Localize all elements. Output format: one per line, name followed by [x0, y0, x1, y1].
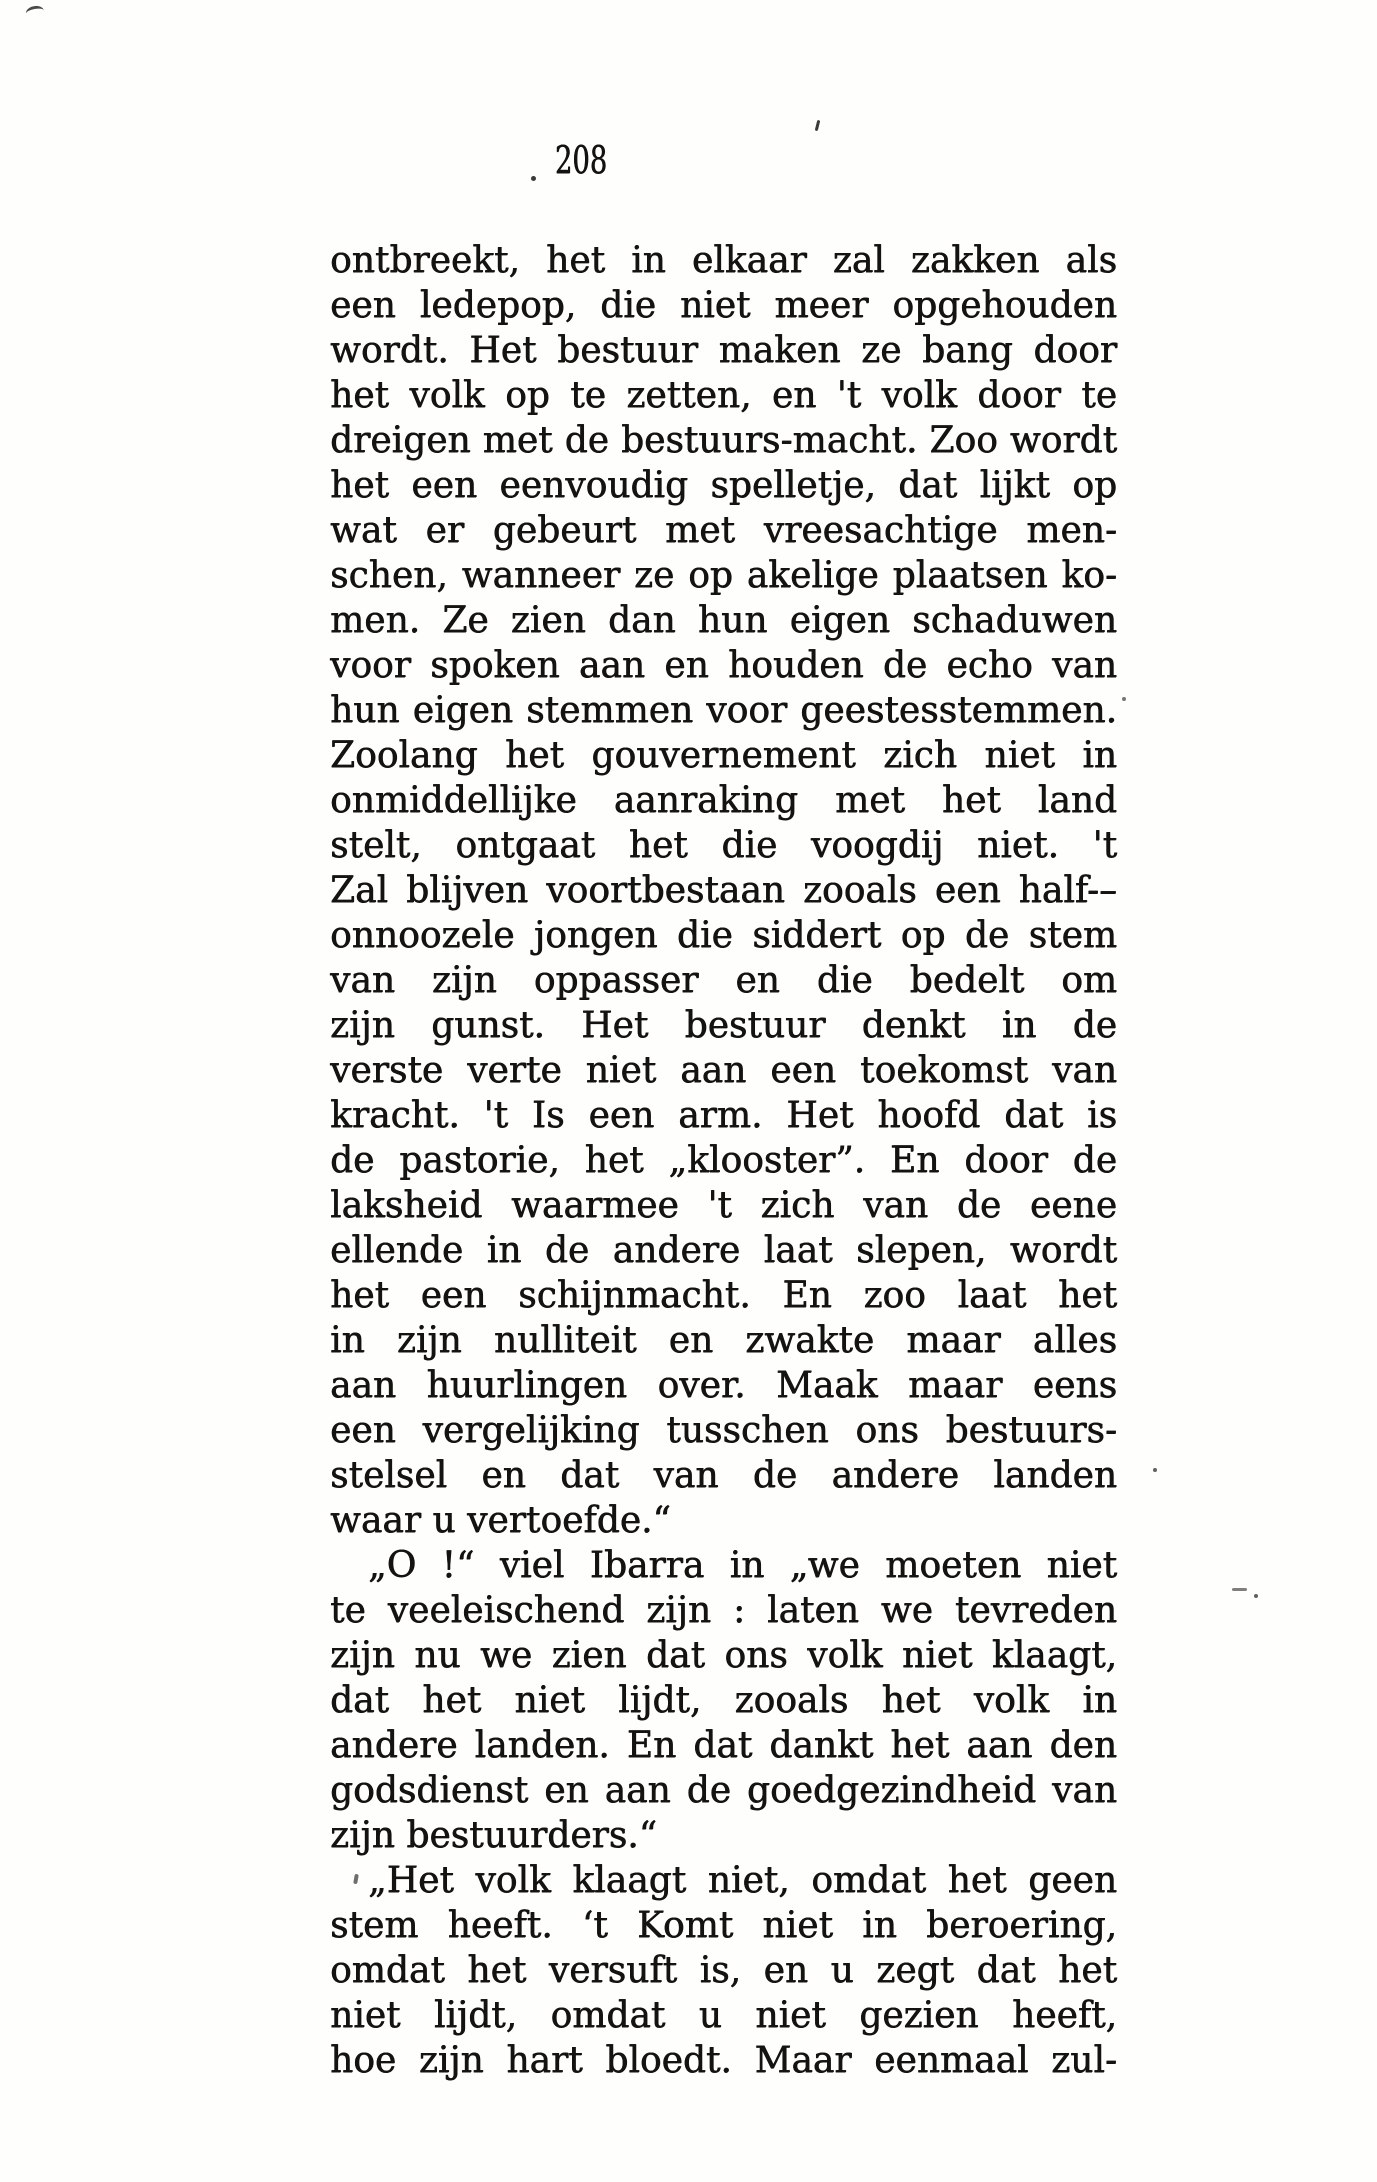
text-line: Zoolang het gouvernement zich niet in	[330, 735, 1117, 776]
text-line: dat het niet lijdt, zooals het volk in	[330, 1680, 1117, 1721]
text-line: dreigen met de bestuurs-macht. Zoo wordt	[330, 420, 1117, 461]
text-line: onmiddellijke aanraking met het land	[330, 780, 1117, 821]
text-line: stelsel en dat van de andere landen	[330, 1455, 1117, 1496]
text-line: ontbreekt, het in elkaar zal zakken als	[330, 240, 1117, 281]
text-line: „O !“ viel Ibarra in „we moeten niet	[368, 1545, 1117, 1586]
text-line: wat er gebeurt met vreesachtige men-	[330, 510, 1117, 551]
text-line: zijn bestuurders.“	[330, 1815, 658, 1856]
text-line: de pastorie, het „klooster”. En door de	[330, 1140, 1117, 1181]
text-line: godsdienst en aan de goedgezindheid van	[330, 1770, 1117, 1811]
text-line: aan huurlingen over. Maak maar eens	[330, 1365, 1117, 1406]
text-line: het volk op te zetten, en 't volk door te	[330, 375, 1117, 416]
text-line: ellende in de andere laat slepen, wordt	[330, 1230, 1117, 1271]
text-line: in zijn nulliteit en zwakte maar alles	[330, 1320, 1117, 1361]
ink-speck	[1122, 697, 1126, 701]
text-line: zijn nu we zien dat ons volk niet klaagt,	[330, 1635, 1117, 1676]
ink-speck	[1254, 1594, 1258, 1598]
text-line: stelt, ontgaat het die voogdij niet. 't	[330, 825, 1117, 866]
text-line: wordt. Het bestuur maken ze bang door	[330, 330, 1117, 371]
text-line: andere landen. En dat dankt het aan den	[330, 1725, 1117, 1766]
text-line: kracht. 't Is een arm. Het hoofd dat is	[330, 1095, 1117, 1136]
text-line: voor spoken aan en houden de echo van	[330, 645, 1117, 686]
text-line: niet lijdt, omdat u niet gezien heeft,	[330, 1995, 1117, 2036]
text-line: Zal blijven voortbestaan zooals een half-–	[330, 870, 1117, 911]
text-line: verste verte niet aan een toekomst van	[330, 1050, 1117, 1091]
text-line: hoe zijn hart bloedt. Maar eenmaal zul-	[330, 2040, 1117, 2081]
page-text	[330, 238, 1117, 2083]
text-line: omdat het versuft is, en u zegt dat het	[330, 1950, 1117, 1991]
text-line: schen, wanneer ze op akelige plaatsen ko-	[330, 555, 1117, 596]
ink-speck	[1232, 1588, 1247, 1591]
text-line: het een eenvoudig spelletje, dat lijkt op	[330, 465, 1117, 506]
text-line: te veeleischend zijn : laten we tevreden	[330, 1590, 1117, 1631]
text-line: onnoozele jongen die siddert op de stem	[330, 915, 1117, 956]
text-line: een ledepop, die niet meer opgehouden	[330, 285, 1117, 326]
text-line: een vergelijking tusschen ons bestuurs-	[330, 1410, 1117, 1451]
text-line: waar u vertoefde.“	[330, 1500, 671, 1541]
text-line: men. Ze zien dan hun eigen schaduwen	[330, 600, 1117, 641]
page-number: 208	[554, 138, 608, 182]
text-line: laksheid waarmee 't zich van de eene	[330, 1185, 1117, 1226]
text-line: het een schijnmacht. En zoo laat het	[330, 1275, 1117, 1316]
ink-speck	[815, 120, 821, 131]
ink-speck	[25, 5, 45, 20]
text-line: hun eigen stemmen voor geestesstemmen.	[330, 690, 1117, 731]
text-line: van zijn oppasser en die bedelt om	[330, 960, 1117, 1001]
ink-speck	[1153, 1468, 1157, 1472]
text-line: zijn gunst. Het bestuur denkt in de	[330, 1005, 1117, 1046]
text-line: stem heeft. ‘t Komt niet in beroering,	[330, 1905, 1117, 1946]
text-line: „Het volk klaagt niet, omdat het geen	[368, 1860, 1117, 1901]
